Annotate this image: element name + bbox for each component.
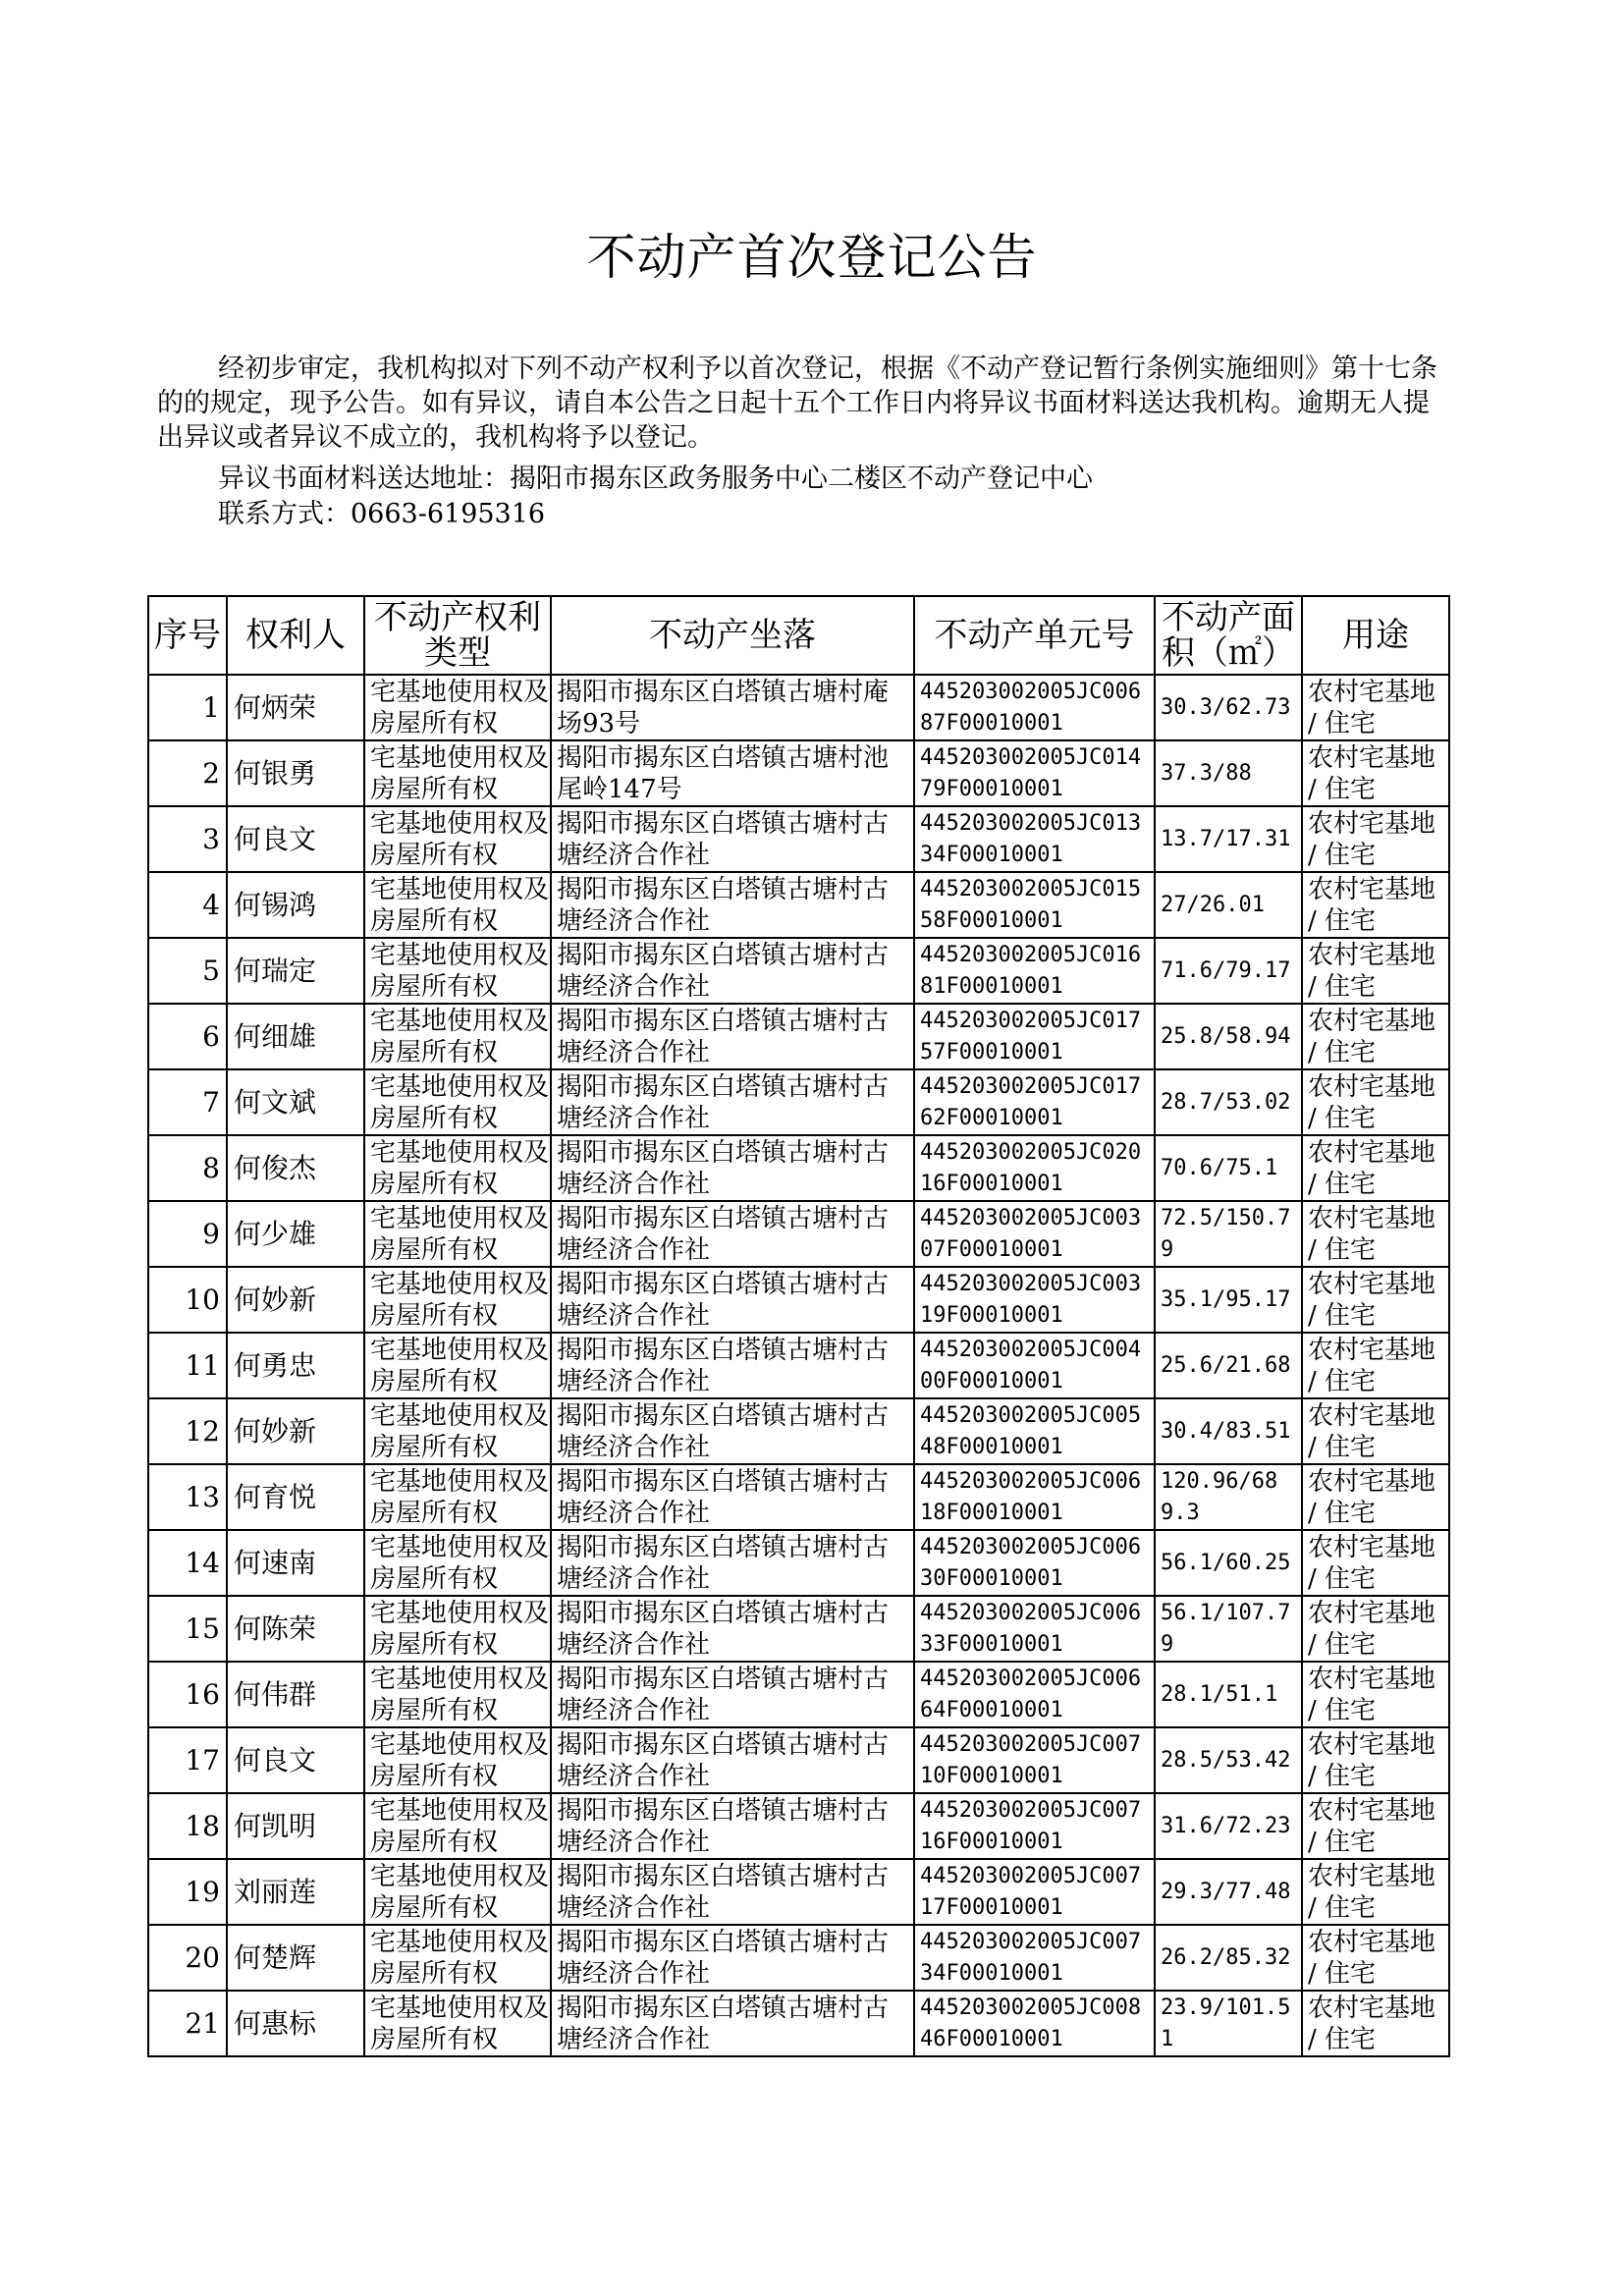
cell-serial: 15	[148, 1596, 227, 1662]
table-row	[148, 806, 1449, 872]
table-body	[148, 675, 1449, 2056]
table-row	[148, 1530, 1449, 1596]
cell-right-type: 宅基地使用权及房屋所有权	[364, 1859, 551, 1925]
cell-location: 揭阳市揭东区白塔镇古塘村古塘经济合作社	[551, 872, 914, 938]
cell-serial: 6	[148, 1004, 227, 1069]
cell-area: 70.6/75.1	[1155, 1135, 1302, 1201]
cell-use: 农村宅基地 / 住宅	[1302, 675, 1449, 740]
cell-location: 揭阳市揭东区白塔镇古塘村古塘经济合作社	[551, 1530, 914, 1596]
header-location: 不动产坐落	[551, 596, 914, 675]
cell-unit-number: 445203002005JC01558F00010001	[914, 872, 1155, 938]
cell-unit-number: 445203002005JC00633F00010001	[914, 1596, 1155, 1662]
cell-serial: 18	[148, 1793, 227, 1859]
table-row	[148, 1004, 1449, 1069]
cell-owner: 何楚辉	[227, 1925, 364, 1991]
cell-owner: 何瑞定	[227, 938, 364, 1004]
cell-right-type: 宅基地使用权及房屋所有权	[364, 1596, 551, 1662]
table-row	[148, 1859, 1449, 1925]
cell-location: 揭阳市揭东区白塔镇古塘村古塘经济合作社	[551, 1793, 914, 1859]
cell-area: 28.1/51.1	[1155, 1662, 1302, 1727]
cell-location: 揭阳市揭东区白塔镇古塘村古塘经济合作社	[551, 1991, 914, 2056]
cell-area: 30.4/83.51	[1155, 1398, 1302, 1464]
table-row	[148, 675, 1449, 740]
cell-serial: 5	[148, 938, 227, 1004]
cell-right-type: 宅基地使用权及房屋所有权	[364, 1727, 551, 1793]
cell-owner: 何勇忠	[227, 1333, 364, 1398]
cell-location: 揭阳市揭东区白塔镇古塘村古塘经济合作社	[551, 1201, 914, 1267]
cell-location: 揭阳市揭东区白塔镇古塘村古塘经济合作社	[551, 1464, 914, 1530]
cell-use: 农村宅基地 / 住宅	[1302, 1267, 1449, 1333]
cell-location: 揭阳市揭东区白塔镇古塘村古塘经济合作社	[551, 806, 914, 872]
cell-use: 农村宅基地 / 住宅	[1302, 938, 1449, 1004]
cell-use: 农村宅基地 / 住宅	[1302, 1201, 1449, 1267]
cell-owner: 何妙新	[227, 1398, 364, 1464]
contact-info: 联系方式：0663-6195316	[218, 499, 546, 529]
table-row	[148, 1069, 1449, 1135]
table-row	[148, 938, 1449, 1004]
cell-area: 72.5/150.79	[1155, 1201, 1302, 1267]
cell-area: 29.3/77.48	[1155, 1859, 1302, 1925]
cell-serial: 14	[148, 1530, 227, 1596]
cell-unit-number: 445203002005JC00664F00010001	[914, 1662, 1155, 1727]
cell-use: 农村宅基地 / 住宅	[1302, 1727, 1449, 1793]
cell-serial: 1	[148, 675, 227, 740]
cell-owner: 何育悦	[227, 1464, 364, 1530]
cell-location: 揭阳市揭东区白塔镇古塘村古塘经济合作社	[551, 1398, 914, 1464]
cell-location: 揭阳市揭东区白塔镇古塘村古塘经济合作社	[551, 1135, 914, 1201]
cell-unit-number: 445203002005JC01757F00010001	[914, 1004, 1155, 1069]
cell-right-type: 宅基地使用权及房屋所有权	[364, 1530, 551, 1596]
cell-location: 揭阳市揭东区白塔镇古塘村池尾岭147号	[551, 740, 914, 806]
cell-area: 27/26.01	[1155, 872, 1302, 938]
cell-serial: 10	[148, 1267, 227, 1333]
cell-use: 农村宅基地 / 住宅	[1302, 740, 1449, 806]
cell-area: 71.6/79.17	[1155, 938, 1302, 1004]
cell-area: 25.8/58.94	[1155, 1004, 1302, 1069]
cell-unit-number: 445203002005JC01762F00010001	[914, 1069, 1155, 1135]
table-row	[148, 1267, 1449, 1333]
cell-owner: 何良文	[227, 806, 364, 872]
table-row	[148, 1333, 1449, 1398]
cell-area: 23.9/101.51	[1155, 1991, 1302, 2056]
cell-use: 农村宅基地 / 住宅	[1302, 806, 1449, 872]
cell-location: 揭阳市揭东区白塔镇古塘村古塘经济合作社	[551, 1333, 914, 1398]
cell-serial: 9	[148, 1201, 227, 1267]
cell-unit-number: 445203002005JC01334F00010001	[914, 806, 1155, 872]
cell-serial: 13	[148, 1464, 227, 1530]
header-area: 不动产面积（㎡）	[1155, 596, 1302, 675]
cell-right-type: 宅基地使用权及房屋所有权	[364, 740, 551, 806]
cell-use: 农村宅基地 / 住宅	[1302, 1135, 1449, 1201]
cell-serial: 7	[148, 1069, 227, 1135]
cell-use: 农村宅基地 / 住宅	[1302, 1793, 1449, 1859]
cell-location: 揭阳市揭东区白塔镇古塘村古塘经济合作社	[551, 1925, 914, 1991]
cell-right-type: 宅基地使用权及房屋所有权	[364, 1069, 551, 1135]
cell-owner: 何伟群	[227, 1662, 364, 1727]
cell-use: 农村宅基地 / 住宅	[1302, 1464, 1449, 1530]
cell-serial: 19	[148, 1859, 227, 1925]
cell-right-type: 宅基地使用权及房屋所有权	[364, 1793, 551, 1859]
table-row	[148, 1135, 1449, 1201]
cell-owner: 何细雄	[227, 1004, 364, 1069]
cell-serial: 16	[148, 1662, 227, 1727]
cell-area: 30.3/62.73	[1155, 675, 1302, 740]
cell-area: 28.5/53.42	[1155, 1727, 1302, 1793]
table-row	[148, 1925, 1449, 1991]
cell-area: 37.3/88	[1155, 740, 1302, 806]
cell-right-type: 宅基地使用权及房屋所有权	[364, 1004, 551, 1069]
cell-unit-number: 445203002005JC00618F00010001	[914, 1464, 1155, 1530]
cell-unit-number: 445203002005JC00716F00010001	[914, 1793, 1155, 1859]
cell-use: 农村宅基地 / 住宅	[1302, 1662, 1449, 1727]
table-row	[148, 1398, 1449, 1464]
cell-unit-number: 445203002005JC02016F00010001	[914, 1135, 1155, 1201]
cell-unit-number: 445203002005JC00846F00010001	[914, 1991, 1155, 2056]
cell-unit-number: 445203002005JC00400F00010001	[914, 1333, 1155, 1398]
cell-location: 揭阳市揭东区白塔镇古塘村古塘经济合作社	[551, 1727, 914, 1793]
cell-right-type: 宅基地使用权及房屋所有权	[364, 938, 551, 1004]
intro-paragraph: 经初步审定，我机构拟对下列不动产权利予以首次登记，根据《不动产登记暂行条例实施细则》第十七条的的规定，现予公告。如有异议，请自本公告之日起十五个工作日内将异议书面材料送达我机构。逾期无人提出异议或者异议不成立的，我机构将予以登记。	[157, 354, 1437, 453]
cell-unit-number: 445203002005JC01479F00010001	[914, 740, 1155, 806]
cell-right-type: 宅基地使用权及房屋所有权	[364, 1267, 551, 1333]
table-row	[148, 1991, 1449, 2056]
cell-use: 农村宅基地 / 住宅	[1302, 1069, 1449, 1135]
cell-unit-number: 445203002005JC00734F00010001	[914, 1925, 1155, 1991]
cell-serial: 8	[148, 1135, 227, 1201]
header-use: 用途	[1302, 596, 1449, 675]
cell-owner: 刘丽莲	[227, 1859, 364, 1925]
cell-unit-number: 445203002005JC00319F00010001	[914, 1267, 1155, 1333]
cell-unit-number: 445203002005JC00630F00010001	[914, 1530, 1155, 1596]
cell-location: 揭阳市揭东区白塔镇古塘村古塘经济合作社	[551, 1267, 914, 1333]
cell-unit-number: 445203002005JC00687F00010001	[914, 675, 1155, 740]
cell-unit-number: 445203002005JC00717F00010001	[914, 1859, 1155, 1925]
cell-unit-number: 445203002005JC00710F00010001	[914, 1727, 1155, 1793]
cell-use: 农村宅基地 / 住宅	[1302, 1596, 1449, 1662]
cell-location: 揭阳市揭东区白塔镇古塘村古塘经济合作社	[551, 938, 914, 1004]
cell-serial: 3	[148, 806, 227, 872]
cell-right-type: 宅基地使用权及房屋所有权	[364, 1464, 551, 1530]
cell-serial: 17	[148, 1727, 227, 1793]
cell-owner: 何惠标	[227, 1991, 364, 2056]
cell-area: 25.6/21.68	[1155, 1333, 1302, 1398]
cell-use: 农村宅基地 / 住宅	[1302, 1004, 1449, 1069]
cell-area: 35.1/95.17	[1155, 1267, 1302, 1333]
cell-area: 13.7/17.31	[1155, 806, 1302, 872]
cell-use: 农村宅基地 / 住宅	[1302, 1925, 1449, 1991]
table-row	[148, 1793, 1449, 1859]
cell-owner: 何良文	[227, 1727, 364, 1793]
cell-right-type: 宅基地使用权及房屋所有权	[364, 1398, 551, 1464]
cell-right-type: 宅基地使用权及房屋所有权	[364, 1135, 551, 1201]
cell-location: 揭阳市揭东区白塔镇古塘村古塘经济合作社	[551, 1004, 914, 1069]
table-row	[148, 740, 1449, 806]
cell-right-type: 宅基地使用权及房屋所有权	[364, 1991, 551, 2056]
table-row	[148, 1596, 1449, 1662]
cell-serial: 12	[148, 1398, 227, 1464]
header-right-type: 不动产权利类型	[364, 596, 551, 675]
cell-unit-number: 445203002005JC00548F00010001	[914, 1398, 1155, 1464]
cell-right-type: 宅基地使用权及房屋所有权	[364, 1333, 551, 1398]
cell-location: 揭阳市揭东区白塔镇古塘村古塘经济合作社	[551, 1069, 914, 1135]
cell-owner: 何锡鸿	[227, 872, 364, 938]
header-unit-number: 不动产单元号	[914, 596, 1155, 675]
cell-right-type: 宅基地使用权及房屋所有权	[364, 806, 551, 872]
cell-owner: 何凯明	[227, 1793, 364, 1859]
table-row	[148, 1662, 1449, 1727]
cell-owner: 何陈荣	[227, 1596, 364, 1662]
header-owner: 权利人	[227, 596, 364, 675]
cell-area: 120.96/689.3	[1155, 1464, 1302, 1530]
cell-unit-number: 445203002005JC00307F00010001	[914, 1201, 1155, 1267]
cell-location: 揭阳市揭东区白塔镇古塘村庵场93号	[551, 675, 914, 740]
cell-owner: 何文斌	[227, 1069, 364, 1135]
cell-right-type: 宅基地使用权及房屋所有权	[364, 675, 551, 740]
cell-right-type: 宅基地使用权及房屋所有权	[364, 872, 551, 938]
cell-use: 农村宅基地 / 住宅	[1302, 1530, 1449, 1596]
cell-owner: 何妙新	[227, 1267, 364, 1333]
cell-area: 31.6/72.23	[1155, 1793, 1302, 1859]
table-row	[148, 1464, 1449, 1530]
cell-right-type: 宅基地使用权及房屋所有权	[364, 1925, 551, 1991]
table-row	[148, 872, 1449, 938]
table-row	[148, 1727, 1449, 1793]
objection-address: 异议书面材料送达地址：揭阳市揭东区政务服务中心二楼区不动产登记中心	[218, 464, 1093, 494]
table-row	[148, 1201, 1449, 1267]
header-serial: 序号	[148, 596, 227, 675]
cell-owner: 何俊杰	[227, 1135, 364, 1201]
cell-location: 揭阳市揭东区白塔镇古塘村古塘经济合作社	[551, 1596, 914, 1662]
cell-owner: 何速南	[227, 1530, 364, 1596]
cell-use: 农村宅基地 / 住宅	[1302, 1991, 1449, 2056]
cell-area: 56.1/60.25	[1155, 1530, 1302, 1596]
cell-serial: 4	[148, 872, 227, 938]
cell-location: 揭阳市揭东区白塔镇古塘村古塘经济合作社	[551, 1662, 914, 1727]
page-title: 不动产首次登记公告	[586, 229, 1038, 286]
cell-area: 26.2/85.32	[1155, 1925, 1302, 1991]
cell-serial: 20	[148, 1925, 227, 1991]
cell-use: 农村宅基地 / 住宅	[1302, 1333, 1449, 1398]
cell-unit-number: 445203002005JC01681F00010001	[914, 938, 1155, 1004]
registration-table	[147, 595, 1450, 2057]
cell-use: 农村宅基地 / 住宅	[1302, 872, 1449, 938]
cell-use: 农村宅基地 / 住宅	[1302, 1859, 1449, 1925]
cell-right-type: 宅基地使用权及房屋所有权	[364, 1662, 551, 1727]
cell-right-type: 宅基地使用权及房屋所有权	[364, 1201, 551, 1267]
cell-area: 28.7/53.02	[1155, 1069, 1302, 1135]
cell-serial: 2	[148, 740, 227, 806]
cell-owner: 何少雄	[227, 1201, 364, 1267]
cell-area: 56.1/107.79	[1155, 1596, 1302, 1662]
table-header-row	[148, 596, 1449, 675]
cell-use: 农村宅基地 / 住宅	[1302, 1398, 1449, 1464]
cell-serial: 11	[148, 1333, 227, 1398]
cell-owner: 何银勇	[227, 740, 364, 806]
cell-location: 揭阳市揭东区白塔镇古塘村古塘经济合作社	[551, 1859, 914, 1925]
cell-owner: 何炳荣	[227, 675, 364, 740]
cell-serial: 21	[148, 1991, 227, 2056]
